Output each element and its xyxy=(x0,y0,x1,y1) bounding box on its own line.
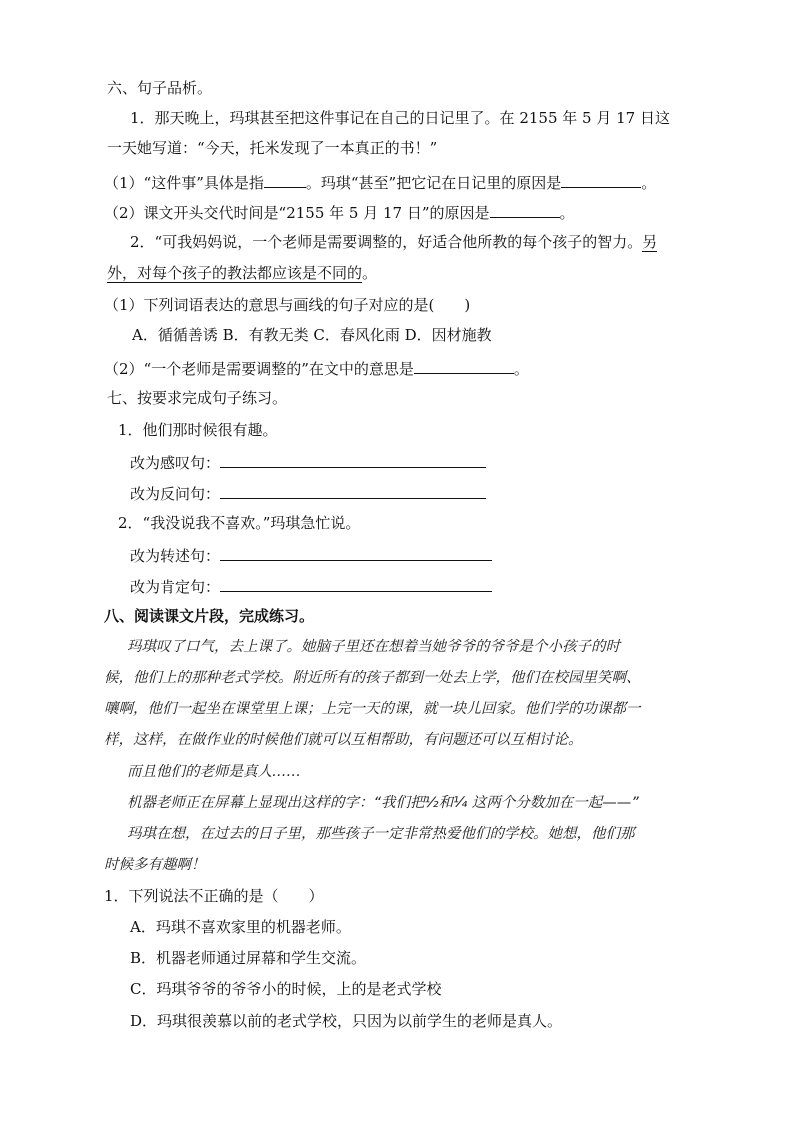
q7-2-affirmative xyxy=(130,575,492,597)
q6-2-line-1-text: 2．“可我妈妈说，一个老师是需要调整的，好适合他所教的每个孩子的智力。 xyxy=(130,233,643,251)
section-7-title: 七、按要求完成句子练习。 xyxy=(107,389,288,407)
q6-1-sub-2 xyxy=(104,201,575,223)
q6-1-line-1: 1．那天晚上，玛琪甚至把这件事记在自己的日记里了。在 2155 年 5 月 17 日这 xyxy=(130,109,670,127)
passage-line: 嚷啊，他们一起坐在课堂里上课；上完一天的课，就一块儿回家。他们学的功课都一 xyxy=(104,701,641,717)
q6-2-line-1 xyxy=(130,232,657,252)
section-6-title: 六、句子品析。 xyxy=(107,79,213,97)
q8-1: 1．下列说法不正确的是（ ） xyxy=(104,887,324,905)
q8-1-option-d[interactable]: D．玛琪很羡慕以前的老式学校，只因为以前学生的老师是真人。 xyxy=(130,1012,563,1030)
q7-1-exclamation xyxy=(130,451,486,473)
answer-line[interactable] xyxy=(220,482,486,499)
q7-1-rhetorical-label: 改为反问句： xyxy=(130,485,221,503)
q6-1-sub-1-text-a: （1）“这件事”具体是指 xyxy=(104,174,264,192)
q6-1-sub-2-text-b: 。 xyxy=(559,204,575,222)
q7-1-exclamation-label: 改为感叹句： xyxy=(130,454,221,472)
answer-line[interactable] xyxy=(220,451,486,468)
q7-2: 2．“我没说我不喜欢。”玛琪急忙说。 xyxy=(118,514,361,532)
answer-blank[interactable] xyxy=(264,171,306,188)
answer-blank[interactable] xyxy=(561,171,641,188)
q6-1-sub-1-text-b: 。玛琪“甚至”把它记在日记里的原因是 xyxy=(305,174,562,192)
q6-2-sub-2-text-b: 。 xyxy=(513,360,529,378)
q6-1-line-2: 一天她写道：“今天，托米发现了一本真正的书！” xyxy=(107,139,438,157)
section-8-title: 八、阅读课文片段，完成练习。 xyxy=(104,607,315,625)
q8-1-option-b[interactable]: B．机器老师通过屏幕和学生交流。 xyxy=(130,949,367,967)
q6-2-line-2-end: 。 xyxy=(362,264,378,282)
q7-2-affirmative-label: 改为肯定句： xyxy=(130,578,221,596)
q8-1-option-a[interactable]: A．玛琪不喜欢家里的机器老师。 xyxy=(130,918,351,936)
q7-2-indirect-label: 改为转述句： xyxy=(130,547,221,565)
passage-line: 玛琪叹了口气，去上课了。她脑子里还在想着当她爷爷的爷爷是个小孩子的时 xyxy=(127,639,620,655)
answer-blank[interactable] xyxy=(490,201,560,218)
answer-line[interactable] xyxy=(220,575,492,592)
passage-line: 机器老师正在屏幕上显现出这样的字：“我们把½和¼ 这两个分数加在一起——” xyxy=(127,795,639,811)
q6-1-sub-1 xyxy=(104,171,656,193)
passage-line: 玛琪在想，在过去的日子里，那些孩子一定非常热爱他们的学校。她想，他们那 xyxy=(127,826,635,842)
q6-2-underlined-sentence: 外，对每个孩子的教法都应该是不同的 xyxy=(107,264,363,282)
q7-1-rhetorical xyxy=(130,482,486,504)
q6-1-sub-2-text-a: （2）课文开头交代时间是“2155 年 5 月 17 日”的原因是 xyxy=(104,204,490,222)
answer-line[interactable] xyxy=(220,544,492,561)
q7-1: 1．他们那时候很有趣。 xyxy=(118,421,278,439)
passage-line: 时候多有趣啊！ xyxy=(104,857,206,873)
q6-2-sub-2-text-a: （2）“一个老师是需要调整的”在文中的意思是 xyxy=(104,360,414,378)
q6-2-options: A．循循善诱 B．有教无类 C．春风化雨 D．因材施教 xyxy=(132,326,492,344)
q6-1-sub-1-text-c: 。 xyxy=(641,174,657,192)
q6-2-line-2 xyxy=(107,263,377,283)
answer-blank[interactable] xyxy=(414,357,514,374)
q6-2-sub-2 xyxy=(104,357,529,379)
passage-line: 样，这样，在做作业的时候他们就可以互相帮助，有问题还可以互相讨论。 xyxy=(104,732,583,748)
passage-line: 候，他们上的那种老式学校。附近所有的孩子都到一处去上学，他们在校园里笑啊、 xyxy=(104,670,641,686)
q7-2-indirect xyxy=(130,544,492,566)
q8-1-option-c[interactable]: C．玛琪爷爷的爷爷小的时候，上的是老式学校 xyxy=(130,980,442,998)
q6-2-underlined-start: 另 xyxy=(642,233,658,251)
q6-2-sub-1: （1）下列词语表达的意思与画线的句子对应的是( ) xyxy=(104,296,471,314)
passage-line: 而且他们的老师是真人…… xyxy=(127,764,301,780)
